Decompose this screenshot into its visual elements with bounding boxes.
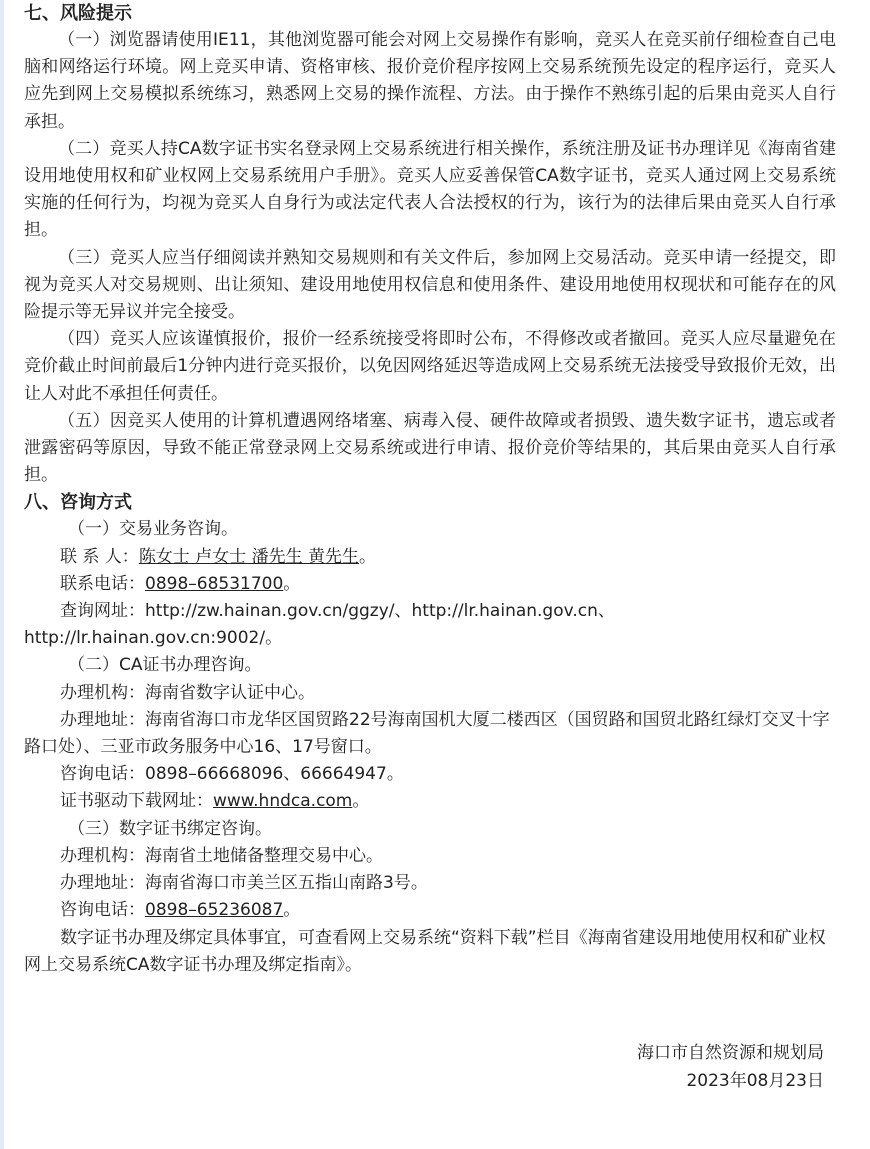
- bind-org-row: [24, 843, 836, 870]
- ca-addr-label: 办理地址：: [60, 709, 145, 730]
- ca-download-link[interactable]: www.hndca.com: [213, 791, 353, 812]
- ca-phone-row: [24, 761, 836, 788]
- trade-consult-title: （一）交易业务咨询。: [68, 519, 238, 540]
- trade-contact-label: 联 系 人：: [60, 546, 139, 567]
- trade-url-line1[interactable]: http://zw.hainan.gov.cn/ggzy/、http://lr.hainan.gov.cn、: [145, 601, 615, 622]
- ca-consult-title: （二）CA证书办理咨询。: [68, 655, 262, 676]
- announcement-body: [24, 0, 836, 1095]
- punct-period: 。: [283, 573, 301, 594]
- punct-period: 。: [352, 791, 370, 812]
- section7-para-4: （四）竞买人应该谨慎报价，报价一经系统接受将即时公布，不得修改或者撤回。竞买人应尽量避免在竞价截止时间前最后1分钟内进行竞买报价，以免因网络延迟等造成网上交易系统无法接受导致报价无效，出让人对此不承担任何责任。: [24, 329, 836, 404]
- bind-addr-value: 海南省海口市美兰区五指山南路3号。: [145, 873, 428, 894]
- bind-consult-title: （三）数字证书绑定咨询。: [68, 818, 272, 839]
- bind-phone-label: 咨询电话：: [60, 900, 145, 921]
- signature-spacer: [24, 979, 836, 1039]
- section7-para-2: （二）竞买人持CA数字证书实名登录网上交易系统进行相关操作，系统注册及证书办理详见《海南省建设用地使用权和矿业权网上交易系统用户手册》。竞买人应妥善保管CA数字证书，竞买人通过网上交易系统实施的任何行为，均视为竞买人自身行为或法定代表人合法授权的行为，该行为的法律后果由竞买人自行承担。: [24, 138, 836, 241]
- ca-phone-label: 咨询电话：: [60, 764, 145, 785]
- ca-addr-value: 海南省海口市龙华区国贸路22号海南国机大厦二楼西区（国贸路和国贸北路红绿灯交叉十字路口处）、三亚市政务服务中心16、17号窗口。: [24, 709, 830, 758]
- bind-addr-row: [24, 870, 836, 897]
- bind-addr-label: 办理地址：: [60, 873, 145, 894]
- left-edge-bar: [0, 0, 4, 1149]
- section7-heading: 七、风险提示: [24, 3, 132, 24]
- bind-org-value: 海南省土地储备整理交易中心。: [145, 845, 383, 866]
- punct-period: 。: [283, 900, 301, 921]
- ca-org-value: 海南省数字认证中心。: [145, 682, 315, 703]
- punct-period: 。: [359, 546, 377, 567]
- trade-phone-label: 联系电话：: [60, 573, 145, 594]
- ca-phone-value: 0898–66668096、66664947。: [145, 764, 404, 785]
- bind-org-label: 办理机构：: [60, 845, 145, 866]
- ca-download-row: [24, 788, 836, 815]
- ca-org-row: [24, 680, 836, 707]
- ca-addr-row: [24, 707, 836, 761]
- section8-heading: 八、咨询方式: [24, 492, 132, 514]
- trade-url-label: 查询网址：: [60, 601, 145, 622]
- signature-org: 海口市自然资源和规划局: [637, 1042, 824, 1063]
- ca-download-label: 证书驱动下载网址：: [60, 791, 213, 812]
- trade-url-row: [24, 598, 836, 625]
- bind-phone-value: 0898–65236087: [145, 900, 284, 921]
- trade-contact-row: [24, 544, 836, 571]
- bind-phone-row: [24, 897, 836, 924]
- signature-date: 2023年08月23日: [686, 1070, 824, 1091]
- trade-url-line2[interactable]: http://lr.hainan.gov.cn:9002/。: [24, 628, 283, 649]
- trade-phone-value: 0898–68531700: [145, 573, 284, 594]
- trade-phone-row: [24, 571, 836, 598]
- section7-para-3: （三）竞买人应当仔细阅读并熟知交易规则和有关文件后，参加网上交易活动。竞买申请一经提交，即视为竞买人对交易规则、出让须知、建设用地使用权信息和使用条件、建设用地使用权现状和可能存在的风险提示等无异议并完全接受。: [24, 247, 836, 323]
- section7-para-1: （一）浏览器请使用IE11，其他浏览器可能会对网上交易操作有影响，竞买人在竞买前仔细检查自己电脑和网络运行环境。网上竞买申请、资格审核、报价竞价程序按网上交易系统预先设定的程序运行，竞买人应先到网上交易模拟系统练习，熟悉网上交易的操作流程、方法。由于操作不熟练引起的后果由竞买人自行承担。: [24, 30, 836, 132]
- trade-contact-value: 陈女士 卢女士 潘先生 黄先生: [138, 546, 360, 567]
- certificate-note: 数字证书办理及绑定具体事宜，可查看网上交易系统“资料下载”栏目《海南省建设用地使用权和矿业权网上交易系统CA数字证书办理及绑定指南》。: [24, 927, 826, 975]
- section7-para-5: （五）因竞买人使用的计算机遭遇网络堵塞、病毒入侵、硬件故障或者损毁、遗失数字证书，遗忘或者泄露密码等原因，导致不能正常登录网上交易系统或进行申请、报价竞价等结果的，其后果由竞买人自行承担。: [24, 410, 836, 486]
- ca-org-label: 办理机构：: [60, 682, 145, 703]
